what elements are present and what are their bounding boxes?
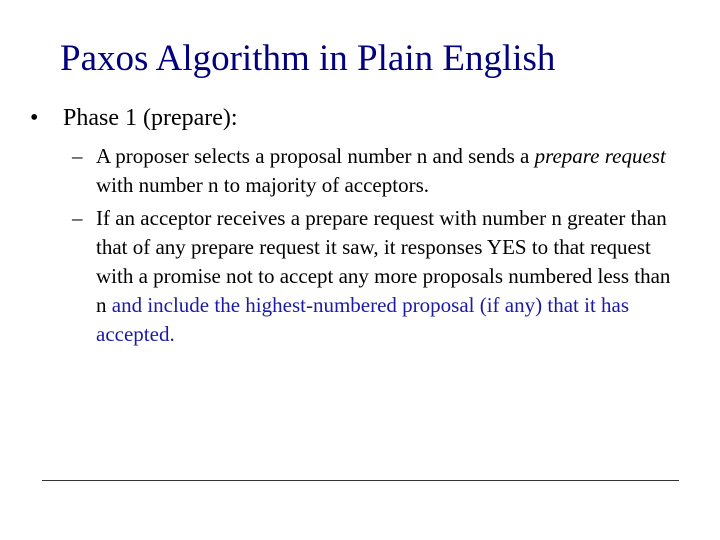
dash-marker: – bbox=[72, 144, 83, 168]
bullet-marker: • bbox=[30, 105, 39, 131]
footer-divider bbox=[42, 480, 679, 481]
italic-term: prepare request bbox=[534, 144, 666, 168]
dash-marker: – bbox=[72, 206, 83, 230]
sub-bullet-text bbox=[96, 204, 672, 349]
sub-bullet-text bbox=[96, 142, 672, 200]
sub-bullet-acceptor bbox=[72, 204, 672, 349]
sub-bullet-proposer bbox=[72, 142, 672, 200]
bullet-phase-1 bbox=[30, 103, 238, 133]
highlighted-text: and include the highest-numbered proposal (if any) that it has accepted. bbox=[96, 293, 630, 346]
slide-title: Paxos Algorithm in Plain English bbox=[60, 38, 556, 79]
bullet-text: Phase 1 (prepare): bbox=[63, 105, 238, 131]
text-part: with number n to majority of acceptors. bbox=[96, 173, 429, 197]
text-part: If an acceptor receives a prepare request with number n greater than that of any prepare request it saw, it responses YES to that request with a promise not to accept any more proposals numbered less than n bbox=[96, 206, 671, 317]
text-part: A proposer selects a proposal number n and sends a bbox=[96, 144, 535, 168]
